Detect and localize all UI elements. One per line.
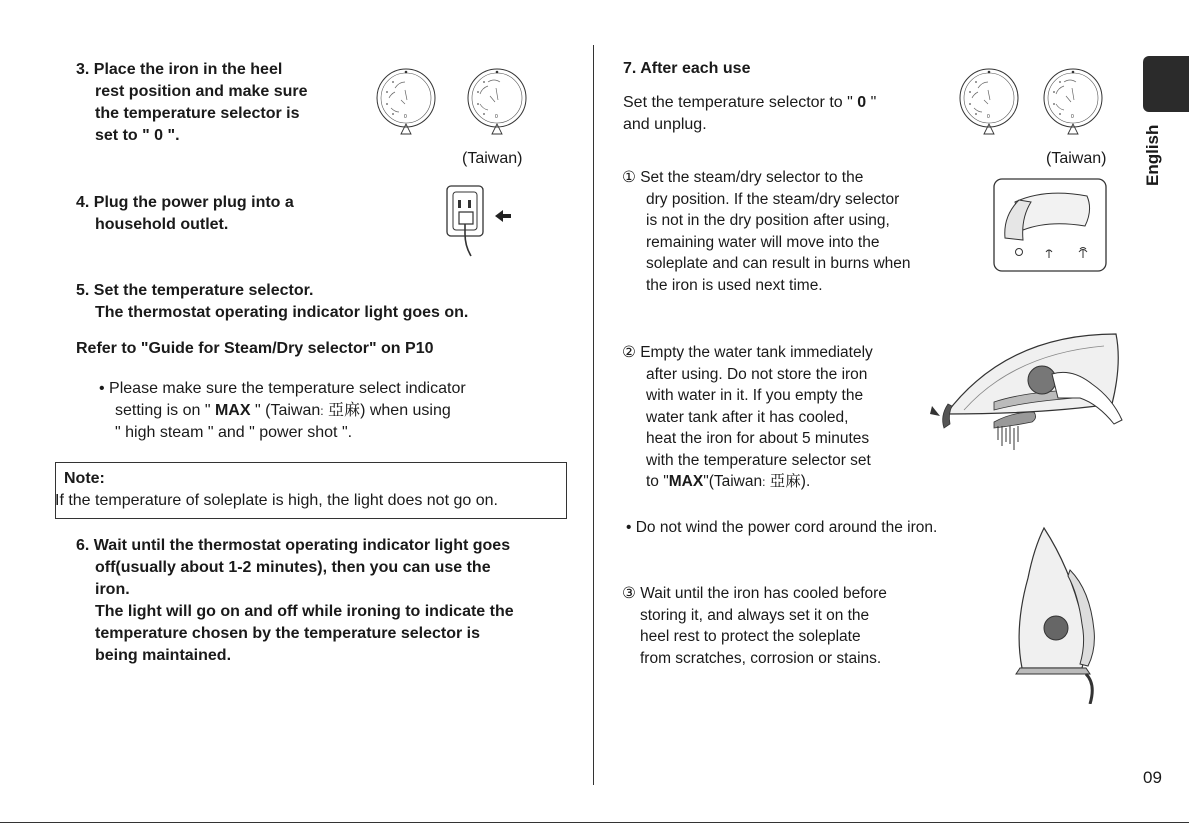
language-tab <box>1143 56 1189 112</box>
step5-line-2: The thermostat operating indicator light goes on. <box>95 304 469 321</box>
bullet-l2-colon: : <box>320 404 324 418</box>
item2-line-6: with the temperature selector set <box>646 451 871 469</box>
item3-line-3: heel rest to protect the soleplate <box>640 628 861 645</box>
note-text: If the temperature of soleplate is high, the light does not go on. <box>55 492 498 509</box>
item2-line-5: heat the iron for about 5 minutes <box>646 430 870 447</box>
bottom-rule <box>0 822 1189 823</box>
item2-line-1: ② Empty the water tank immediately <box>622 344 873 361</box>
item3-line-2: storing it, and always set it on the <box>640 606 870 624</box>
item1-line-2: dry position. If the steam/dry selector <box>646 190 900 208</box>
item3-line-1: ③ Wait until the iron has cooled before <box>622 585 887 602</box>
item1-line-6: the iron is used next time. <box>646 276 823 294</box>
item2-line-2: after using. Do not store the iron <box>646 365 868 383</box>
step7-line-1 <box>623 92 876 114</box>
item2-last-post: ). <box>800 473 811 490</box>
bullet-line-1: • Please make sure the temperature select indicator <box>99 380 466 397</box>
step6-line-5: temperature chosen by the temperature selector is <box>95 625 481 642</box>
taiwan-caption-left: (Taiwan) <box>462 150 523 167</box>
temperature-dial-icon <box>375 66 437 146</box>
item1-text <box>622 167 911 296</box>
step4-line-1: 4. Plug the power plug into a <box>76 194 294 211</box>
item2-line-4: water tank after it has cooled, <box>646 408 849 426</box>
step6-line-3: iron. <box>95 581 130 598</box>
item2-text <box>622 342 873 494</box>
svg-text:0: 0 <box>1071 114 1074 120</box>
step4-text <box>76 192 294 236</box>
step3-line-3: the temperature selector is <box>95 105 300 122</box>
step6-line-6: being maintained. <box>95 647 232 664</box>
item2-line-7 <box>622 471 873 494</box>
step7-l1-zero: 0 <box>857 94 867 111</box>
bullet-line-3: " high steam " and " power shot ". <box>115 424 353 441</box>
item2-last-cjk: 亞麻 <box>769 473 801 490</box>
temperature-dial-icon <box>958 66 1020 146</box>
temperature-dial-taiwan-icon <box>466 66 528 146</box>
column-divider <box>593 45 594 785</box>
iron-emptying-water-icon <box>924 318 1124 463</box>
step7-title: 7. After each use <box>623 60 751 77</box>
power-outlet-icon <box>445 182 517 263</box>
step7-l1-post: " <box>870 94 877 111</box>
bullet-l2-max: MAX <box>214 402 251 419</box>
temperature-bullet <box>99 378 466 444</box>
step7-text <box>623 92 876 136</box>
item2-line-3: with water in it. If you empty the <box>646 387 864 404</box>
note-title: Note: <box>64 470 105 487</box>
temperature-dial-taiwan-icon <box>1042 66 1104 146</box>
bullet-line-2 <box>99 400 466 422</box>
step6-line-4: The light will go on and off while ironing to indicate the <box>95 603 514 620</box>
item3-text <box>622 583 887 669</box>
item3-line-4: from scratches, corrosion or stains. <box>640 649 882 667</box>
cord-warning-bullet: • Do not wind the power cord around the iron. <box>626 519 938 536</box>
bullet-l2-cjk: 亞麻 <box>328 402 361 419</box>
item1-line-4: remaining water will move into the <box>646 233 880 251</box>
item2-last-pre: to " <box>646 473 669 490</box>
step5-text <box>76 280 468 324</box>
step5-line-1: 5. Set the temperature selector. <box>76 282 314 299</box>
svg-text:0: 0 <box>987 114 990 120</box>
language-label-text: English <box>1143 124 1162 186</box>
svg-text:0: 0 <box>404 114 407 120</box>
step4-line-2: household outlet. <box>95 216 229 233</box>
page-number: 09 <box>1143 768 1162 787</box>
item1-line-5: soleplate and can result in burns when <box>646 255 911 272</box>
step3-line-2: rest position and make sure <box>95 83 308 100</box>
bullet-l2-mid: " (Taiwan <box>254 402 321 419</box>
item2-last-colon: : <box>762 475 766 489</box>
step7-l1-pre: Set the temperature selector to " <box>623 94 853 111</box>
bullet-l2-post: ) when using <box>360 402 451 419</box>
step3-text <box>76 59 308 147</box>
item2-last-max: MAX <box>668 473 704 490</box>
taiwan-caption-right: (Taiwan) <box>1046 150 1107 167</box>
step6-text <box>76 535 514 667</box>
svg-text:0: 0 <box>495 114 498 120</box>
item2-last-mid: "(Taiwan <box>703 473 763 490</box>
refer-text: Refer to "Guide for Steam/Dry selector" on P10 <box>76 340 434 357</box>
bullet-l2-pre: setting is on " <box>115 402 211 419</box>
step3-line-4: set to " 0 ". <box>95 127 180 144</box>
step7-line-2: and unplug. <box>623 116 707 133</box>
step6-line-2: off(usually about 1-2 minutes), then you can use the <box>95 559 491 576</box>
item1-line-3: is not in the dry position after using, <box>646 212 890 229</box>
step6-line-1: 6. Wait until the thermostat operating indicator light goes <box>76 537 511 554</box>
step3-line-1: 3. Place the iron in the heel <box>76 61 283 78</box>
iron-upright-icon <box>1000 524 1110 709</box>
steam-dry-selector-icon <box>993 178 1109 279</box>
item1-line-1: ① Set the steam/dry selector to the <box>622 169 864 186</box>
note-content <box>55 468 498 512</box>
